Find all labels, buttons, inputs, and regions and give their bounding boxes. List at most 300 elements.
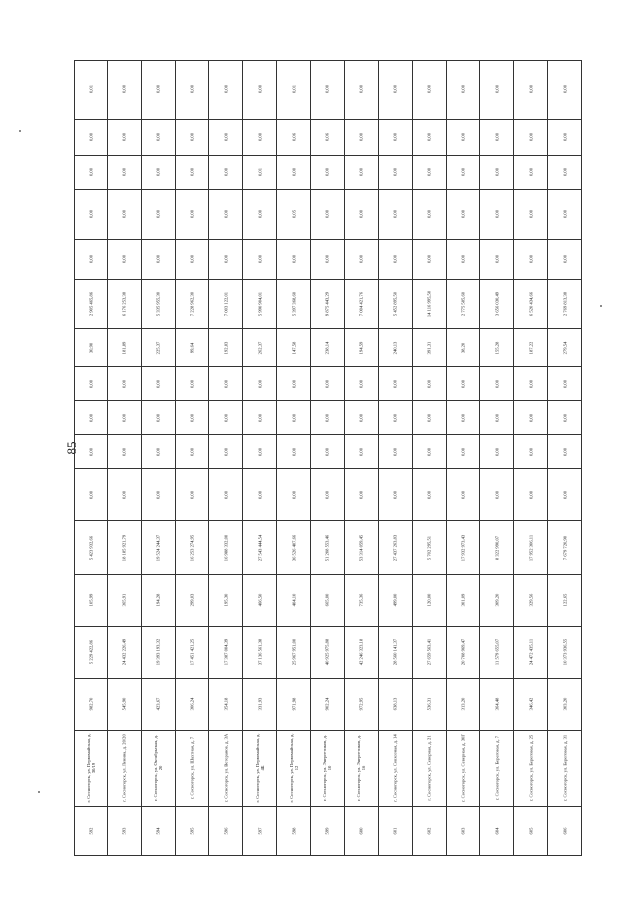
table-cell	[142, 575, 176, 627]
cell-value: 331,93	[257, 698, 263, 711]
table-cell	[447, 280, 481, 329]
table-cell	[176, 627, 210, 679]
cell-value: 0,01	[291, 85, 297, 94]
table-cell	[74, 627, 108, 679]
table-cell	[108, 280, 142, 329]
cell-value: 36 526 407,66	[291, 534, 297, 561]
cell-value: 18 185 921,79	[121, 534, 127, 561]
table-cell	[413, 329, 447, 367]
cell-value: 0,00	[528, 490, 534, 499]
address-text: г. Сосногорск, ул. Первомайская, д. 4Б	[254, 733, 265, 803]
table-cell	[277, 280, 311, 329]
cell-value: 0,00	[358, 413, 364, 422]
address-text: г. Сосногорск, ул. Октябрьская, д. 20	[153, 735, 164, 802]
table-cell	[480, 401, 514, 435]
table-cell	[142, 60, 176, 120]
cell-value: 5 229 422,86	[88, 640, 94, 665]
table-cell	[413, 60, 447, 120]
table-cell	[108, 521, 142, 574]
cell-value: 120,00	[426, 593, 432, 607]
table-cell	[447, 731, 481, 807]
table-cell	[480, 156, 514, 190]
table-cell	[74, 807, 108, 856]
cell-value: 0,00	[358, 379, 364, 388]
table-cell	[243, 190, 277, 240]
row-number: 605	[528, 827, 534, 835]
table-cell	[176, 575, 210, 627]
cell-value: 28 560 141,37	[392, 639, 398, 666]
cell-value: 0,00	[121, 447, 127, 456]
table-cell	[74, 435, 108, 469]
row-number: 601	[392, 827, 398, 835]
cell-value: 17 932 973,43	[460, 534, 466, 561]
cell-value: 3 656 030,49	[494, 291, 500, 317]
row-number: 604	[494, 827, 500, 835]
table-cell	[345, 120, 379, 156]
table-cell	[379, 469, 413, 521]
table-cell	[243, 60, 277, 120]
table-cell	[243, 627, 277, 679]
table-cell	[142, 156, 176, 190]
table-cell	[277, 367, 311, 401]
cell-value: 0,00	[189, 490, 195, 499]
address-text: г. Сосногорск, ул. Береговая, д. 31	[562, 735, 568, 802]
table-cell	[548, 120, 582, 156]
table-cell	[277, 190, 311, 240]
cell-value: 0,00	[528, 85, 534, 94]
table-cell	[311, 120, 345, 156]
table-cell	[277, 156, 311, 190]
table-cell	[480, 575, 514, 627]
table-cell	[345, 521, 379, 574]
table-cell	[548, 367, 582, 401]
table-cell	[514, 190, 548, 240]
table-cell	[311, 60, 345, 120]
table-cell	[311, 731, 345, 807]
cell-value: 0,00	[494, 210, 500, 219]
table-cell	[277, 521, 311, 574]
table-cell	[480, 435, 514, 469]
cell-value: 0,00	[562, 490, 568, 499]
table-cell	[209, 60, 243, 120]
table-cell	[311, 435, 345, 469]
cell-value: 262,37	[257, 341, 263, 354]
table-cell	[413, 435, 447, 469]
cell-value: 0,00	[426, 413, 432, 422]
cell-value: 7 003 122,01	[223, 291, 229, 317]
table-cell	[345, 469, 379, 521]
table-cell	[209, 575, 243, 627]
table-cell	[548, 190, 582, 240]
cell-value: 0,00	[291, 447, 297, 456]
cell-value: 365,91	[121, 593, 127, 607]
cell-value: 0,00	[562, 255, 568, 264]
cell-value: 105,99	[88, 593, 94, 607]
address-text: г. Сосногорск, ул. Шахтная, д. 7	[189, 737, 195, 800]
cell-value: 0,00	[155, 85, 161, 94]
table-cell	[311, 156, 345, 190]
table-cell	[108, 60, 142, 120]
table-cell	[514, 120, 548, 156]
address-text: г. Сосногорск, ул. Первомайская, д. 12	[288, 733, 299, 803]
table-cell	[243, 401, 277, 435]
table-cell	[379, 329, 413, 367]
cell-value: 5 423 932,66	[88, 535, 94, 560]
cell-value: 0,00	[460, 168, 466, 177]
table-cell	[243, 120, 277, 156]
cell-value: 0,00	[155, 413, 161, 422]
cell-value: 20 708 969,47	[460, 639, 466, 666]
table-cell	[447, 329, 481, 367]
cell-value: 238,14	[324, 341, 330, 354]
cell-value: 225,37	[155, 341, 161, 354]
address-text: г. Сосногорск, ул. Ветеранов, д. 3А	[223, 734, 229, 803]
cell-value: 0,00	[426, 133, 432, 142]
table-cell	[345, 731, 379, 807]
table-cell	[74, 60, 108, 120]
table-cell	[176, 435, 210, 469]
cell-value: 0,00	[358, 210, 364, 219]
table-cell	[142, 190, 176, 240]
cell-value: 0,00	[358, 85, 364, 94]
cell-value: 19 393 193,32	[155, 639, 161, 666]
table-cell	[480, 679, 514, 731]
cell-value: 0,00	[189, 379, 195, 388]
cell-value: 0,00	[121, 133, 127, 142]
table-cell	[142, 627, 176, 679]
table-cell	[311, 240, 345, 280]
table-cell	[514, 679, 548, 731]
cell-value: 0,00	[358, 168, 364, 177]
table-cell	[447, 575, 481, 627]
cell-value: 7 004 421,76	[358, 291, 364, 317]
cell-value: 11 579 655,07	[494, 639, 500, 666]
table-cell	[413, 575, 447, 627]
cell-value: 0,00	[223, 168, 229, 177]
table-cell	[142, 469, 176, 521]
table-cell	[176, 190, 210, 240]
table-cell	[447, 435, 481, 469]
cell-value: 0,00	[223, 255, 229, 264]
cell-value: 0,00	[562, 413, 568, 422]
cell-value: 0,00	[88, 447, 94, 456]
cell-value: 0,00	[460, 413, 466, 422]
table-cell	[74, 679, 108, 731]
cell-value: 0,00	[223, 413, 229, 422]
table-cell	[379, 731, 413, 807]
cell-value: 0,00	[528, 413, 534, 422]
cell-value: 0,00	[494, 490, 500, 499]
cell-value: 0,00	[223, 379, 229, 388]
cell-value: 51 208 553,46	[324, 534, 330, 561]
cell-value: 0,00	[189, 210, 195, 219]
cell-value: 536,31	[426, 698, 432, 711]
cell-value: 499,00	[392, 593, 398, 607]
cell-value: 545,90	[121, 698, 127, 711]
cell-value: 0,00	[494, 168, 500, 177]
table-cell	[447, 627, 481, 679]
cell-value: 346,42	[528, 698, 534, 711]
cell-value: 16 253 274,95	[189, 534, 195, 561]
row-number: 597	[257, 827, 263, 835]
cell-value: 735,36	[358, 593, 364, 607]
cell-value: 354,18	[223, 698, 229, 711]
table-cell	[277, 401, 311, 435]
table-cell	[548, 401, 582, 435]
table-cell	[108, 731, 142, 807]
table-cell	[176, 329, 210, 367]
table-cell	[480, 240, 514, 280]
row-number: 592	[88, 827, 94, 835]
table-cell	[311, 469, 345, 521]
cell-value: 27 543 444,54	[257, 534, 263, 561]
table-cell	[548, 521, 582, 574]
cell-value: 0,06	[291, 133, 297, 142]
table-cell	[142, 367, 176, 401]
cell-value: 0,00	[562, 168, 568, 177]
table-cell	[277, 627, 311, 679]
table-cell	[447, 190, 481, 240]
cell-value: 0,00	[426, 447, 432, 456]
cell-value: 982,70	[88, 698, 94, 711]
row-number: 594	[155, 827, 161, 835]
table-cell	[413, 521, 447, 574]
cell-value: 5 702 295,51	[426, 535, 432, 560]
cell-value: 194,28	[155, 593, 161, 607]
table-cell	[74, 521, 108, 574]
cell-value: 0,00	[88, 490, 94, 499]
table-cell	[74, 575, 108, 627]
cell-value: 423,67	[155, 698, 161, 711]
address-text: г. Сосногорск, ул. Совхозная, д. 14	[392, 734, 398, 803]
cell-value: 40 925 975,88	[324, 639, 330, 666]
table-cell	[108, 190, 142, 240]
table-cell	[514, 435, 548, 469]
table-cell	[108, 367, 142, 401]
table-cell	[548, 280, 582, 329]
cell-value: 0,00	[426, 255, 432, 264]
table-cell	[548, 156, 582, 190]
table-cell	[74, 120, 108, 156]
cell-value: 0,00	[324, 447, 330, 456]
table-cell	[74, 240, 108, 280]
table-cell	[447, 401, 481, 435]
cell-value: 0,00	[257, 133, 263, 142]
cell-value: 0,00	[88, 133, 94, 142]
cell-value: 8 322 990,07	[494, 535, 500, 560]
table-cell	[243, 469, 277, 521]
cell-value: 0,00	[460, 379, 466, 388]
table-cell	[209, 156, 243, 190]
cell-value: 0,00	[88, 168, 94, 177]
cell-value: 0,00	[392, 255, 398, 264]
table-cell	[108, 627, 142, 679]
table-cell	[142, 329, 176, 367]
table-cell	[209, 120, 243, 156]
cell-value: 5 990 904,01	[257, 291, 263, 317]
table-cell	[176, 280, 210, 329]
cell-value: 0,00	[324, 255, 330, 264]
cell-value: 0,00	[392, 133, 398, 142]
table-cell	[243, 807, 277, 856]
table-cell	[209, 521, 243, 574]
table-cell	[311, 190, 345, 240]
cell-value: 0,00	[494, 447, 500, 456]
cell-value: 0,00	[358, 255, 364, 264]
cell-value: 0,00	[324, 490, 330, 499]
table-cell	[209, 240, 243, 280]
table-cell	[209, 329, 243, 367]
cell-value: 27 659 563,41	[426, 639, 432, 666]
table-cell	[311, 627, 345, 679]
table-cell	[413, 190, 447, 240]
table-cell	[379, 156, 413, 190]
table-cell	[413, 280, 447, 329]
cell-value: 0,00	[223, 210, 229, 219]
table-cell	[514, 156, 548, 190]
table-cell	[142, 280, 176, 329]
cell-value: 0,00	[460, 255, 466, 264]
table-cell	[209, 280, 243, 329]
cell-value: 240,13	[392, 341, 398, 354]
table-cell	[514, 627, 548, 679]
cell-value: 195,30	[223, 593, 229, 607]
cell-value: 0,00	[392, 379, 398, 388]
cell-value: 0,00	[155, 133, 161, 142]
table-cell	[74, 367, 108, 401]
table-cell	[277, 60, 311, 120]
cell-value: 0,00	[257, 85, 263, 94]
cell-value: 972,95	[358, 698, 364, 711]
table-cell	[277, 469, 311, 521]
cell-value: 0,00	[189, 133, 195, 142]
table-cell	[108, 575, 142, 627]
table-cell	[277, 240, 311, 280]
table-cell	[142, 435, 176, 469]
table-cell	[176, 120, 210, 156]
table-cell	[176, 401, 210, 435]
cell-value: 7 679 720,90	[562, 535, 568, 560]
table-cell	[447, 120, 481, 156]
cell-value: 24 472 435,11	[528, 639, 534, 666]
table-cell	[514, 521, 548, 574]
table-cell	[243, 435, 277, 469]
row-number: 593	[121, 827, 127, 835]
table-cell	[345, 280, 379, 329]
table-cell	[548, 240, 582, 280]
table-cell	[447, 807, 481, 856]
cell-value: 187,22	[528, 341, 534, 354]
cell-value: 0,00	[257, 255, 263, 264]
scan-speck	[600, 305, 602, 307]
table-cell	[480, 807, 514, 856]
table-cell	[277, 575, 311, 627]
cell-value: 0,00	[392, 413, 398, 422]
table-cell	[514, 60, 548, 120]
cell-value: 0,00	[189, 168, 195, 177]
cell-value: 0,00	[155, 168, 161, 177]
table-cell	[209, 679, 243, 731]
table-cell	[74, 280, 108, 329]
cell-value: 0,00	[121, 168, 127, 177]
table-cell	[176, 60, 210, 120]
table-cell	[447, 679, 481, 731]
cell-value: 17 387 004,39	[223, 639, 229, 666]
table-cell	[277, 731, 311, 807]
cell-value: 0,00	[291, 379, 297, 388]
cell-value: 0,00	[324, 413, 330, 422]
table-cell	[548, 435, 582, 469]
table-cell	[379, 435, 413, 469]
table-cell	[413, 807, 447, 856]
table-cell	[311, 679, 345, 731]
cell-value: 0,00	[121, 255, 127, 264]
table-cell	[142, 120, 176, 156]
cell-value: 0,00	[358, 133, 364, 142]
cell-value: 0,00	[494, 379, 500, 388]
cell-value: 0,00	[155, 447, 161, 456]
table-cell	[480, 190, 514, 240]
table-cell	[480, 280, 514, 329]
address-text: г. Сосногорск, ул. Северная, д. 21	[426, 735, 432, 801]
row-number: 603	[460, 827, 466, 835]
cell-value: 0,00	[494, 85, 500, 94]
table-cell	[413, 679, 447, 731]
cell-value: 0,00	[257, 379, 263, 388]
table-cell	[514, 280, 548, 329]
table-cell	[447, 521, 481, 574]
cell-value: 0,00	[155, 255, 161, 264]
cell-value: 0,00	[494, 255, 500, 264]
cell-value: 313,20	[460, 698, 466, 711]
cell-value: 0,00	[528, 133, 534, 142]
cell-value: 6 176 253,38	[121, 291, 127, 317]
row-number: 596	[223, 827, 229, 835]
cell-value: 0,00	[426, 210, 432, 219]
cell-value: 404,10	[291, 593, 297, 607]
address-text: г. Сосногорск, ул. Первомайская, д. 30/19	[85, 733, 96, 803]
table-cell	[209, 190, 243, 240]
cell-value: 0,00	[88, 413, 94, 422]
table-cell	[142, 521, 176, 574]
table-cell	[345, 60, 379, 120]
cell-value: 10 373 936,55	[562, 639, 568, 666]
cell-value: 0,00	[257, 490, 263, 499]
table-cell	[345, 435, 379, 469]
table-cell	[379, 679, 413, 731]
cell-value: 0,00	[155, 210, 161, 219]
address-text: г. Сосногорск, ул. Береговая, д. 25	[528, 735, 534, 802]
table-cell	[480, 120, 514, 156]
table-cell	[379, 280, 413, 329]
table-cell	[379, 120, 413, 156]
cell-value: 5 452 895,50	[392, 291, 398, 317]
cell-value: 42 246 323,18	[358, 639, 364, 666]
cell-value: 306,24	[189, 698, 195, 711]
cell-value: 279,54	[562, 341, 568, 354]
cell-value: 0,00	[324, 210, 330, 219]
cell-value: 5 397 368,60	[291, 291, 297, 317]
cell-value: 0,00	[257, 210, 263, 219]
cell-value: 0,00	[88, 379, 94, 388]
table-cell	[514, 401, 548, 435]
table-cell	[142, 240, 176, 280]
table-cell	[447, 367, 481, 401]
cell-value: 0,01	[88, 85, 94, 94]
cell-value: 0,00	[121, 490, 127, 499]
cell-value: 971,98	[291, 698, 297, 711]
table-cell	[413, 120, 447, 156]
